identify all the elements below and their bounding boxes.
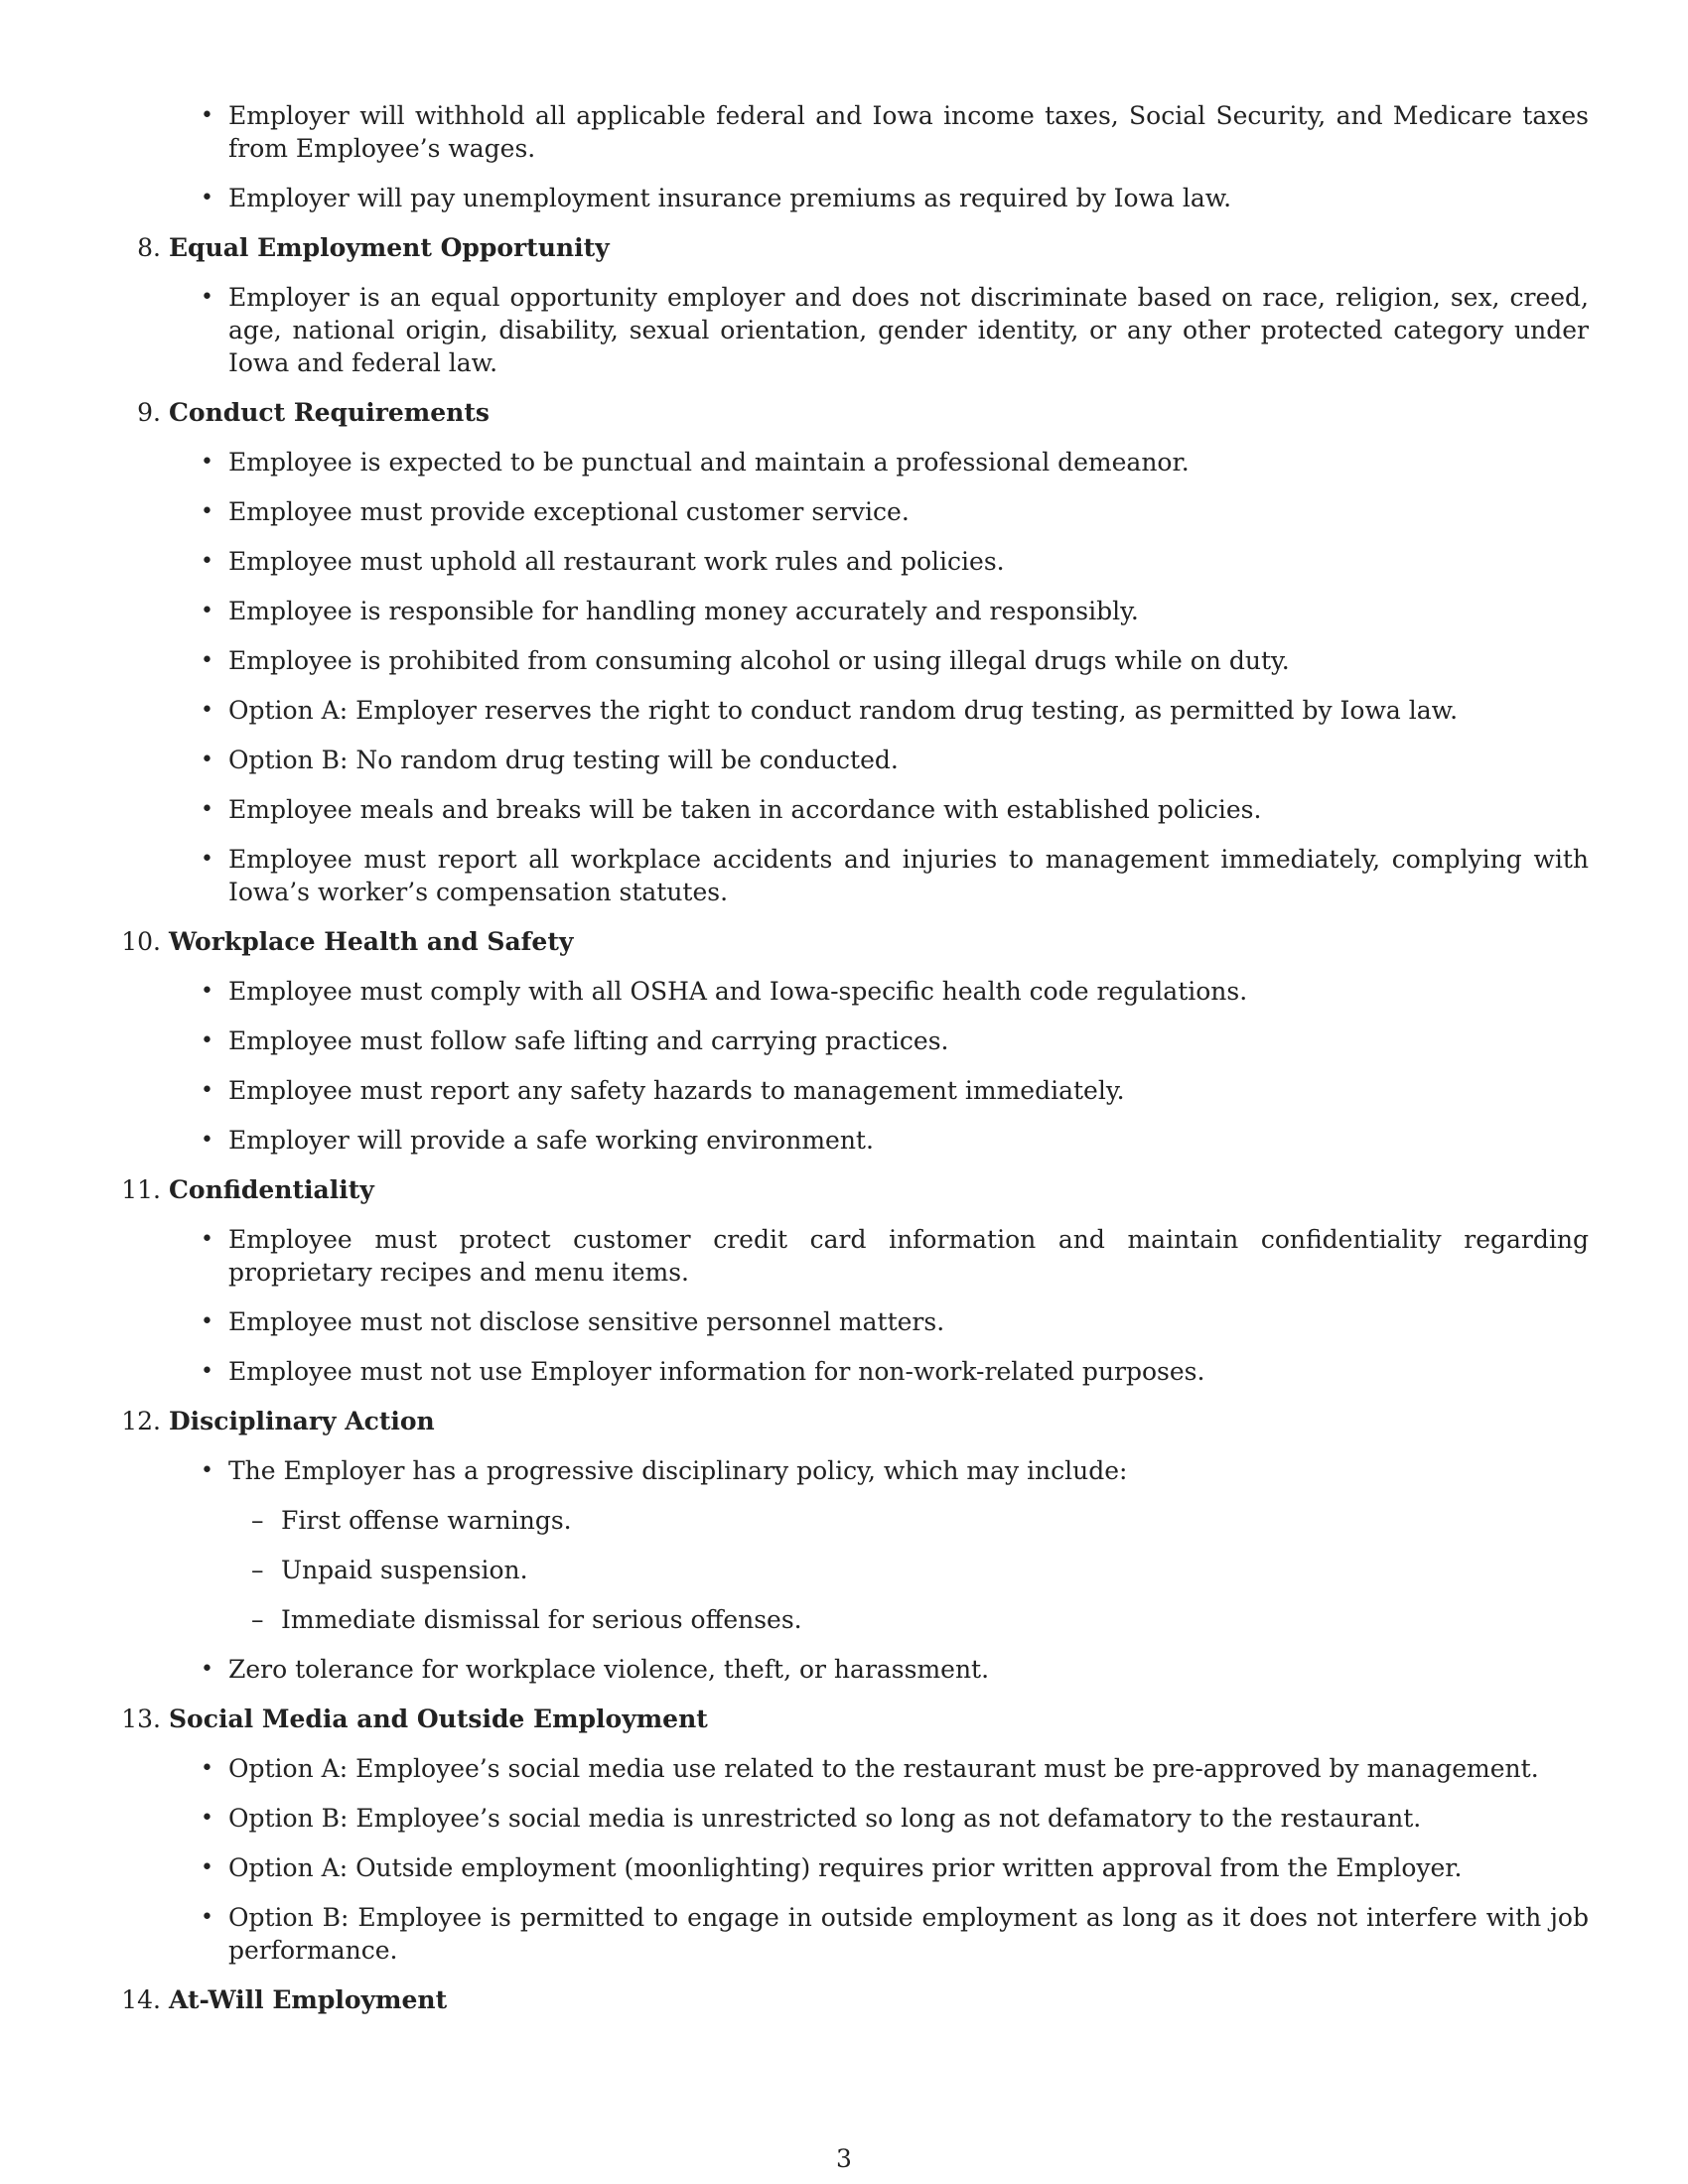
document-body: [0, 99, 1688, 2033]
section-title: At-Will Employment: [169, 1985, 448, 2014]
section-number: 10.: [121, 927, 161, 956]
list-item: • Employer will provide a safe working environment.: [228, 1124, 1589, 1157]
list-item: • Employee is prohibited from consuming alcohol or using illegal drugs while on duty.: [228, 644, 1589, 677]
section-heading-14: [121, 1983, 1688, 2016]
section-11-bullet-list: [0, 1223, 1688, 1388]
list-item: • Option A: Employee’s social media use related to the restaurant must be pre-approved by management.: [228, 1752, 1589, 1785]
list-item: • Employee is responsible for handling money accurately and responsibly.: [228, 595, 1589, 627]
section-title: Conduct Requirements: [169, 398, 490, 427]
list-item: • Employer will withhold all applicable federal and Iowa income taxes, Social Security, and Medicare taxes from Employee’s wages.: [228, 99, 1589, 165]
section-7-bullet-list: [0, 99, 1688, 214]
section-number: 8.: [137, 233, 161, 262]
section-9-bullet-list: [0, 446, 1688, 908]
section-number: 13.: [121, 1705, 161, 1733]
list-item: • Employee meals and breaks will be taken in accordance with established policies.: [228, 793, 1589, 826]
section-10-bullet-list: [0, 975, 1688, 1157]
section-heading-9: [137, 396, 1688, 429]
section-number: 11.: [121, 1175, 161, 1204]
list-item: • Employee is expected to be punctual and maintain a professional demeanor.: [228, 446, 1589, 478]
section-number: 12.: [121, 1407, 161, 1435]
list-item: • Option A: Outside employment (moonlighting) requires prior written approval from the Employer.: [228, 1851, 1589, 1884]
sub-list-item: – Unpaid suspension.: [281, 1554, 1688, 1586]
section-number: 9.: [137, 398, 161, 427]
list-item: • Employee must protect customer credit card information and maintain confidentiality regarding proprietary recipes and menu items.: [228, 1223, 1589, 1289]
section-title: Equal Employment Opportunity: [169, 233, 610, 262]
list-item: • Employer will pay unemployment insurance premiums as required by Iowa law.: [228, 182, 1589, 214]
list-item: • Employee must comply with all OSHA and Iowa-specific health code regulations.: [228, 975, 1589, 1008]
section-heading-11: [121, 1173, 1688, 1206]
list-item: • Employer is an equal opportunity employer and does not discriminate based on race, religion, sex, creed, age, national origin, disability, sexual orientation, gender identity, or any other protected category under Iowa and federal law.: [228, 281, 1589, 379]
sub-list-item: – Immediate dismissal for serious offenses.: [281, 1603, 1688, 1636]
sub-list-item: – First offense warnings.: [281, 1504, 1688, 1537]
section-title: Workplace Health and Safety: [169, 927, 574, 956]
list-item: • Employee must uphold all restaurant work rules and policies.: [228, 545, 1589, 578]
list-item: • Employee must follow safe lifting and carrying practices.: [228, 1024, 1589, 1057]
list-item: • Employee must report all workplace accidents and injuries to management immediately, complying with Iowa’s worker’s compensation statutes.: [228, 843, 1589, 908]
section-heading-8: [137, 231, 1688, 264]
list-item: • Employee must not use Employer information for non-work-related purposes.: [228, 1355, 1589, 1388]
section-heading-13: [121, 1703, 1688, 1735]
list-item: • Option B: Employee is permitted to engage in outside employment as long as it does not interfere with job performance.: [228, 1901, 1589, 1967]
list-item: • Employee must not disclose sensitive personnel matters.: [228, 1305, 1589, 1338]
list-item: • Option B: No random drug testing will be conducted.: [228, 744, 1589, 776]
section-title: Disciplinary Action: [169, 1407, 435, 1435]
section-title: Social Media and Outside Employment: [169, 1705, 708, 1733]
section-12-sub-list: [0, 1504, 1688, 1636]
section-8-bullet-list: [0, 281, 1688, 379]
list-item: • Employee must provide exceptional customer service.: [228, 495, 1589, 528]
section-heading-10: [121, 925, 1688, 958]
page-number: 3: [836, 2144, 852, 2173]
list-item: • Option B: Employee’s social media is unrestricted so long as not defamatory to the restaurant.: [228, 1802, 1589, 1835]
list-item: • The Employer has a progressive disciplinary policy, which may include:: [228, 1454, 1589, 1487]
section-heading-12: [121, 1405, 1688, 1437]
section-13-bullet-list: [0, 1752, 1688, 1967]
section-title: Confidentiality: [169, 1175, 374, 1204]
list-item: • Option A: Employer reserves the right to conduct random drug testing, as permitted by Iowa law.: [228, 694, 1589, 727]
section-12-bullet-list: [0, 1454, 1688, 1487]
section-12-bullet-list-2: [0, 1653, 1688, 1686]
list-item: • Zero tolerance for workplace violence, theft, or harassment.: [228, 1653, 1589, 1686]
list-item: • Employee must report any safety hazards to management immediately.: [228, 1074, 1589, 1107]
section-number: 14.: [121, 1985, 161, 2014]
